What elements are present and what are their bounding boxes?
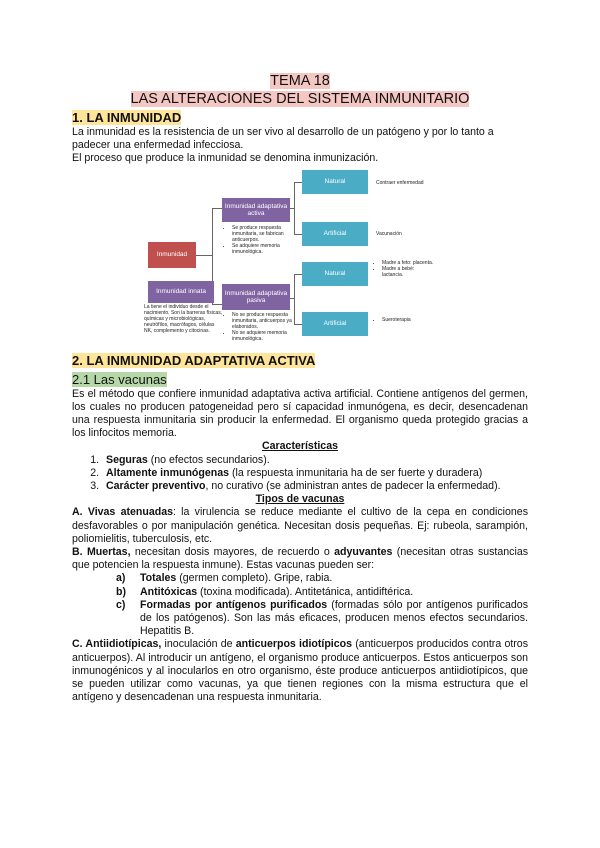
section-1-paragraph-1: La inmunidad es la resistencia de un ser vivo al desarrollo de un patógeno y por lo tanto a padecer una enfermedad infecciosa. [72,126,494,152]
natural-passive-box: Natural [302,262,368,286]
type-a-paragraph: A. Vivas atenuadas: la virulencia se reduce mediante el cultivo de la cepa en condiciones desfavorables o por manipulación genética. Necesitan dosis pequeñas. Ej: rubeola, sarampión, poliomielitis, tuberculosis, etc. [72,506,528,545]
passive-immunity-box: Inmunidad adaptativa pasiva [222,284,290,310]
artificial-active-box: Artificial [302,222,368,246]
passive-notes: • No se produce respuesta inmunitaria, anticuerpos ya elaborados. • No se adquiere memoria inmunológica. [224,312,294,342]
natural-passive-desc: • Madre a feto: placenta. • Madre a bebé: lactancia. [374,260,434,278]
immunity-diagram [72,168,528,343]
artificial-passive-desc: • Sueroterapia [374,317,434,323]
characteristics-list [72,454,528,494]
vaccine-types-title: Tipos de vacunas [255,493,345,506]
immunity-root-box: Inmunidad [148,242,196,268]
characteristics-title: Características [262,440,338,453]
type-c-paragraph: C. Antiidiotípicas, inoculación de anticuerpos idiotípicos (anticuerpos producidos contra otros anticuerpos). Al introducir un antígeno, el organismo produce anticuerpos. Estos anticuerpos son inmunogénicos y al inocularlos en otro organismo, éste produce anticuerpos antiidiotípicos, que se pueden utilizar como vacunas, ya que tienen regiones con la misma estructura que el antígeno y desencadenan una respuesta inmunitaria. [72,638,528,704]
section-2-1-heading: 2.1 Las vacunas [72,371,167,387]
section-1-heading: 1. LA INMUNIDAD [72,110,182,125]
title-line-2: LAS ALTERACIONES DEL SISTEMA INMUNITARIO [130,91,470,107]
natural-active-desc: Contraer enfermedad [376,179,424,186]
active-notes: • Se produce respuesta inmunitaria, se fabrican anticuerpos. • Se adquiere memoria inmunológica. [224,225,294,255]
list-item: 1. Seguras (no efectos secundarios). [102,454,528,467]
section-1-paragraph-2: El proceso que produce la inmunidad se denomina inmunización. [72,152,379,165]
vaccines-intro: Es el método que confiere inmunidad adaptativa activa artificial. Contiene antígenos del germen, los cuales no producen patogeneidad pero sí capacidad inmunógena, es decir, desencadenan una respuesta inmunitaria sin producir la enfermedad. El organismo queda protegido gracias a los linfocitos memoria. [72,387,528,440]
section-2-heading: 2. LA INMUNIDAD ADAPTATIVA ACTIVA [72,352,316,368]
title-line-1: TEMA 18 [270,73,330,89]
list-item: 3. Carácter preventivo, no curativo (se administran antes de padecer la enfermedad). [102,480,528,493]
list-item: b) Antitóxicas (toxina modificada). Antitetánica, antidiftérica. [116,585,414,598]
type-b-subtypes [72,572,528,638]
list-item: c) Formadas por antígenos purificados (formadas sólo por antígenos purificados de los patógenos). Son las más eficaces, producen menos efectos secundarios. Hepatitis B. [116,598,528,638]
document-page [72,72,528,704]
type-b-paragraph: B. Muertas, necesitan dosis mayores, de recuerdo o adyuvantes (necesitan otras sustancias que potencien la respuesta inmune). Estas vacunas pueden ser: [72,546,529,572]
active-immunity-box: Inmunidad adaptativa activa [222,198,290,222]
list-item: a) Totales (germen completo). Gripe, rabia. [116,572,333,585]
innate-description: La tiene el individuo desde el nacimiento. Son la barreras físicas, químicas y microbiológicas, neutrófilos, macrófagos, células NK, complemento y citocinas. [144,303,223,334]
natural-active-box: Natural [302,170,368,194]
list-item: 2. Altamente inmunógenas (la respuesta inmunitaria ha de ser fuerte y duradera) [102,467,528,480]
page-title [72,72,528,108]
artificial-active-desc: Vacunación [376,230,402,237]
artificial-passive-box: Artificial [302,312,368,336]
innate-immunity-box: Inmunidad innata [148,281,214,303]
